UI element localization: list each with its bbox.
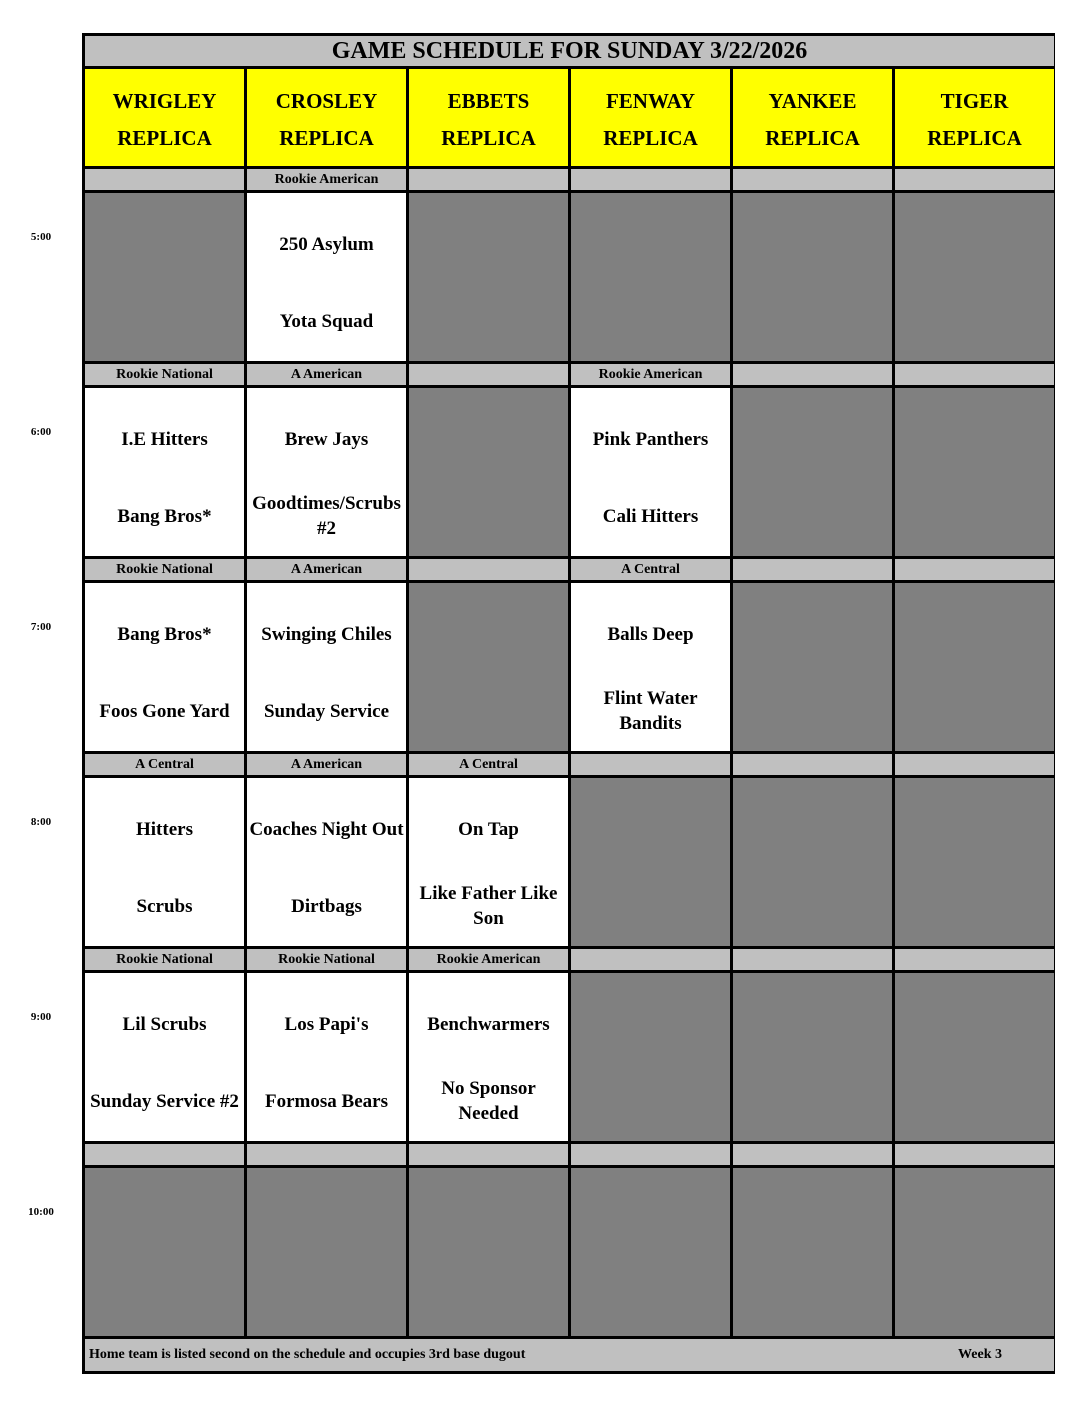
field-name: TIGER: [940, 89, 1009, 113]
empty-slot: [571, 778, 730, 946]
game-cell[interactable]: [247, 778, 406, 946]
empty-slot: [733, 778, 892, 946]
division-label: [409, 169, 568, 190]
away-team: Hitters: [136, 818, 193, 840]
division-label: [895, 364, 1054, 385]
empty-slot: [733, 1168, 892, 1336]
game-cell[interactable]: [85, 388, 244, 556]
division-label: Rookie American: [409, 949, 568, 970]
division-label: [733, 559, 892, 580]
time-label: 7:00: [30, 621, 52, 633]
empty-slot: [895, 778, 1054, 946]
game-cell[interactable]: [85, 973, 244, 1141]
game-cell[interactable]: [247, 583, 406, 751]
home-team: Yota Squad: [279, 310, 374, 332]
home-team: Formosa Bears: [265, 1090, 388, 1112]
home-team: Sunday Service: [263, 700, 390, 722]
empty-slot: [85, 193, 244, 361]
division-label: [571, 1144, 730, 1165]
game-cell[interactable]: [247, 388, 406, 556]
away-team: Coaches Night Out: [249, 818, 404, 840]
empty-slot: [733, 193, 892, 361]
division-label: [733, 364, 892, 385]
empty-slot: [895, 193, 1054, 361]
empty-slot: [571, 193, 730, 361]
division-label: A American: [247, 364, 406, 385]
empty-slot: [895, 973, 1054, 1141]
away-team: Pink Panthers: [592, 428, 709, 450]
empty-slot: [85, 1168, 244, 1336]
home-team: Scrubs: [136, 895, 193, 917]
field-subtitle: REPLICA: [765, 126, 860, 150]
division-label: Rookie National: [85, 949, 244, 970]
home-team: Sunday Service #2: [90, 1090, 239, 1112]
empty-slot: [409, 388, 568, 556]
game-cell[interactable]: [409, 778, 568, 946]
time-label: 8:00: [30, 816, 52, 828]
field-name: CROSLEY: [275, 89, 378, 113]
empty-slot: [733, 973, 892, 1141]
empty-slot: [409, 1168, 568, 1336]
home-team: Cali Hitters: [602, 505, 699, 527]
schedule-title: GAME SCHEDULE FOR SUNDAY 3/22/2026: [85, 36, 1054, 66]
field-name: FENWAY: [605, 89, 696, 113]
away-team: Balls Deep: [607, 623, 694, 645]
division-label: A Central: [409, 754, 568, 775]
division-label: [733, 169, 892, 190]
field-header-crosley: [247, 69, 406, 166]
division-label: [733, 949, 892, 970]
field-header-fenway: [571, 69, 730, 166]
field-header-yankee: [733, 69, 892, 166]
week-label: Week 3: [958, 1347, 1002, 1362]
field-subtitle: REPLICA: [927, 126, 1022, 150]
time-label: 9:00: [30, 1011, 52, 1023]
home-team: Like Father Like Son: [419, 883, 558, 929]
division-label: A American: [247, 559, 406, 580]
division-label: Rookie National: [247, 949, 406, 970]
footer-bar: [85, 1339, 1054, 1371]
away-team: Lil Scrubs: [122, 1013, 207, 1035]
field-header-wrigley: [85, 69, 244, 166]
game-cell[interactable]: [85, 583, 244, 751]
away-team: Brew Jays: [284, 428, 369, 450]
footer-note: Home team is listed second on the schedule and occupies 3rd base dugout: [89, 1347, 526, 1362]
away-team: Los Papi's: [284, 1013, 369, 1035]
division-label: A Central: [571, 559, 730, 580]
division-label: [247, 1144, 406, 1165]
empty-slot: [571, 973, 730, 1141]
division-label: [733, 1144, 892, 1165]
division-label: [571, 169, 730, 190]
empty-slot: [733, 388, 892, 556]
division-label: [85, 1144, 244, 1165]
home-team: Dirtbags: [291, 895, 362, 917]
home-team: Flint Water Bandits: [603, 688, 698, 734]
division-label: [895, 754, 1054, 775]
division-label: [733, 754, 892, 775]
field-subtitle: REPLICA: [603, 126, 698, 150]
empty-slot: [895, 1168, 1054, 1336]
game-cell[interactable]: [85, 778, 244, 946]
division-label: Rookie National: [85, 559, 244, 580]
empty-slot: [571, 1168, 730, 1336]
division-label: [409, 364, 568, 385]
division-label: [895, 1144, 1054, 1165]
home-team: Goodtimes/Scrubs #2: [252, 493, 401, 539]
away-team: Benchwarmers: [427, 1013, 550, 1035]
division-label: [895, 559, 1054, 580]
field-header-ebbets: [409, 69, 568, 166]
game-cell[interactable]: [571, 583, 730, 751]
field-name: WRIGLEY: [112, 89, 217, 113]
field-name: YANKEE: [768, 89, 857, 113]
time-label: 10:00: [28, 1206, 54, 1218]
division-label: A American: [247, 754, 406, 775]
time-label: 6:00: [30, 426, 52, 438]
empty-slot: [409, 193, 568, 361]
time-label: 5:00: [30, 231, 52, 243]
division-label: [409, 1144, 568, 1165]
division-label: [409, 559, 568, 580]
empty-slot: [895, 388, 1054, 556]
game-cell[interactable]: [247, 193, 406, 361]
division-label: A Central: [85, 754, 244, 775]
home-team: Bang Bros*: [117, 505, 212, 527]
away-team: On Tap: [458, 818, 519, 840]
division-label: [895, 169, 1054, 190]
division-label: Rookie American: [247, 169, 406, 190]
division-label: [895, 949, 1054, 970]
empty-slot: [895, 583, 1054, 751]
home-team: No Sponsor Needed: [441, 1078, 536, 1124]
away-team: Swinging Chiles: [261, 623, 392, 645]
division-label: [571, 754, 730, 775]
away-team: I.E Hitters: [121, 428, 208, 450]
home-team: Foos Gone Yard: [99, 700, 230, 722]
field-subtitle: REPLICA: [441, 126, 536, 150]
division-label: Rookie American: [571, 364, 730, 385]
division-label: [85, 169, 244, 190]
field-subtitle: REPLICA: [279, 126, 374, 150]
division-label: [571, 949, 730, 970]
game-cell[interactable]: [409, 973, 568, 1141]
schedule-table: [82, 33, 1055, 1374]
division-label: Rookie National: [85, 364, 244, 385]
away-team: 250 Asylum: [279, 233, 374, 255]
away-team: Bang Bros*: [117, 623, 212, 645]
empty-slot: [733, 583, 892, 751]
field-subtitle: REPLICA: [117, 126, 212, 150]
field-header-tiger: [895, 69, 1054, 166]
game-cell[interactable]: [571, 388, 730, 556]
game-cell[interactable]: [247, 973, 406, 1141]
empty-slot: [409, 583, 568, 751]
empty-slot: [247, 1168, 406, 1336]
field-name: EBBETS: [447, 89, 530, 113]
